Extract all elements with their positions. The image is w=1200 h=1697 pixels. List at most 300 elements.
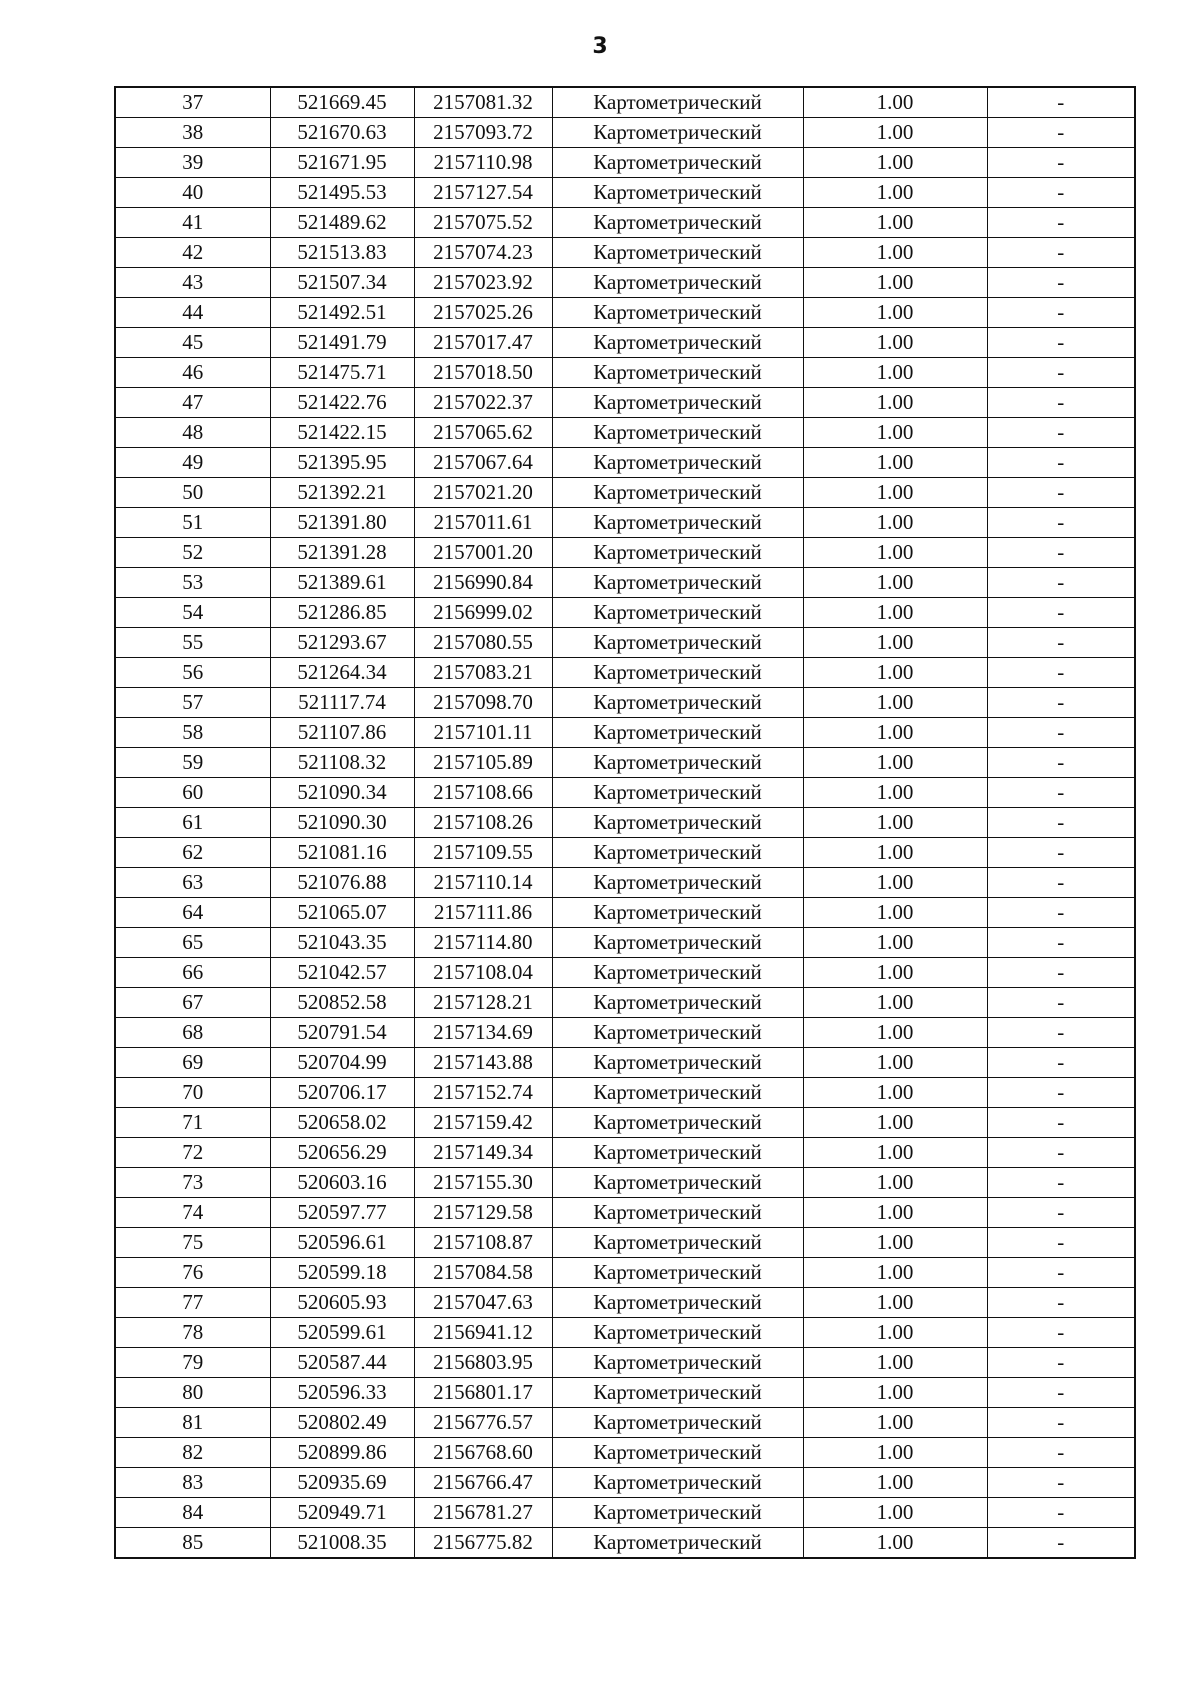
accuracy-cell: 1.00 <box>803 1438 987 1468</box>
y-coordinate-cell: 2156801.17 <box>414 1378 552 1408</box>
point-number-cell: 46 <box>115 358 270 388</box>
table-row <box>115 598 1135 628</box>
x-coordinate-cell: 521043.35 <box>270 928 414 958</box>
table-row <box>115 1348 1135 1378</box>
description-cell: - <box>987 298 1135 328</box>
description-cell: - <box>987 688 1135 718</box>
accuracy-cell: 1.00 <box>803 688 987 718</box>
method-cell: Картометрический <box>552 1048 803 1078</box>
point-number-cell: 44 <box>115 298 270 328</box>
y-coordinate-cell: 2157098.70 <box>414 688 552 718</box>
y-coordinate-cell: 2156781.27 <box>414 1498 552 1528</box>
table-row <box>115 658 1135 688</box>
accuracy-cell: 1.00 <box>803 748 987 778</box>
point-number-cell: 85 <box>115 1528 270 1559</box>
method-cell: Картометрический <box>552 1408 803 1438</box>
accuracy-cell: 1.00 <box>803 448 987 478</box>
method-cell: Картометрический <box>552 328 803 358</box>
x-coordinate-cell: 520603.16 <box>270 1168 414 1198</box>
y-coordinate-cell: 2157083.21 <box>414 658 552 688</box>
table-row <box>115 268 1135 298</box>
accuracy-cell: 1.00 <box>803 928 987 958</box>
method-cell: Картометрический <box>552 1438 803 1468</box>
y-coordinate-cell: 2157023.92 <box>414 268 552 298</box>
method-cell: Картометрический <box>552 178 803 208</box>
x-coordinate-cell: 520791.54 <box>270 1018 414 1048</box>
x-coordinate-cell: 520935.69 <box>270 1468 414 1498</box>
method-cell: Картометрический <box>552 538 803 568</box>
description-cell: - <box>987 208 1135 238</box>
x-coordinate-cell: 521422.76 <box>270 388 414 418</box>
y-coordinate-cell: 2157084.58 <box>414 1258 552 1288</box>
description-cell: - <box>987 1228 1135 1258</box>
x-coordinate-cell: 520656.29 <box>270 1138 414 1168</box>
point-number-cell: 42 <box>115 238 270 268</box>
accuracy-cell: 1.00 <box>803 1078 987 1108</box>
description-cell: - <box>987 448 1135 478</box>
point-number-cell: 68 <box>115 1018 270 1048</box>
method-cell: Картометрический <box>552 1258 803 1288</box>
y-coordinate-cell: 2157108.26 <box>414 808 552 838</box>
accuracy-cell: 1.00 <box>803 1378 987 1408</box>
description-cell: - <box>987 568 1135 598</box>
point-number-cell: 78 <box>115 1318 270 1348</box>
y-coordinate-cell: 2157111.86 <box>414 898 552 928</box>
y-coordinate-cell: 2157114.80 <box>414 928 552 958</box>
description-cell: - <box>987 808 1135 838</box>
point-number-cell: 75 <box>115 1228 270 1258</box>
description-cell: - <box>987 1138 1135 1168</box>
point-number-cell: 67 <box>115 988 270 1018</box>
description-cell: - <box>987 988 1135 1018</box>
description-cell: - <box>987 388 1135 418</box>
method-cell: Картометрический <box>552 1228 803 1258</box>
table-row <box>115 748 1135 778</box>
table-row <box>115 358 1135 388</box>
description-cell: - <box>987 1288 1135 1318</box>
method-cell: Картометрический <box>552 898 803 928</box>
y-coordinate-cell: 2157025.26 <box>414 298 552 328</box>
point-number-cell: 72 <box>115 1138 270 1168</box>
y-coordinate-cell: 2157105.89 <box>414 748 552 778</box>
description-cell: - <box>987 478 1135 508</box>
accuracy-cell: 1.00 <box>803 1288 987 1318</box>
x-coordinate-cell: 521264.34 <box>270 658 414 688</box>
point-number-cell: 52 <box>115 538 270 568</box>
page-number: 3 <box>592 34 608 59</box>
description-cell: - <box>987 1168 1135 1198</box>
point-number-cell: 39 <box>115 148 270 178</box>
x-coordinate-cell: 520658.02 <box>270 1108 414 1138</box>
table-row <box>115 868 1135 898</box>
accuracy-cell: 1.00 <box>803 1108 987 1138</box>
point-number-cell: 37 <box>115 87 270 118</box>
table-row <box>115 1048 1135 1078</box>
method-cell: Картометрический <box>552 418 803 448</box>
description-cell: - <box>987 898 1135 928</box>
accuracy-cell: 1.00 <box>803 1528 987 1559</box>
method-cell: Картометрический <box>552 1078 803 1108</box>
point-number-cell: 40 <box>115 178 270 208</box>
y-coordinate-cell: 2157075.52 <box>414 208 552 238</box>
description-cell: - <box>987 628 1135 658</box>
y-coordinate-cell: 2157081.32 <box>414 87 552 118</box>
description-cell: - <box>987 868 1135 898</box>
method-cell: Картометрический <box>552 868 803 898</box>
x-coordinate-cell: 520596.61 <box>270 1228 414 1258</box>
accuracy-cell: 1.00 <box>803 268 987 298</box>
x-coordinate-cell: 520704.99 <box>270 1048 414 1078</box>
y-coordinate-cell: 2157155.30 <box>414 1168 552 1198</box>
accuracy-cell: 1.00 <box>803 118 987 148</box>
x-coordinate-cell: 520587.44 <box>270 1348 414 1378</box>
point-number-cell: 83 <box>115 1468 270 1498</box>
point-number-cell: 80 <box>115 1378 270 1408</box>
accuracy-cell: 1.00 <box>803 1468 987 1498</box>
point-number-cell: 66 <box>115 958 270 988</box>
x-coordinate-cell: 521286.85 <box>270 598 414 628</box>
method-cell: Картометрический <box>552 1468 803 1498</box>
description-cell: - <box>987 87 1135 118</box>
x-coordinate-cell: 520605.93 <box>270 1288 414 1318</box>
point-number-cell: 43 <box>115 268 270 298</box>
y-coordinate-cell: 2156776.57 <box>414 1408 552 1438</box>
table-row <box>115 1228 1135 1258</box>
table-row <box>115 208 1135 238</box>
point-number-cell: 56 <box>115 658 270 688</box>
table-row <box>115 388 1135 418</box>
description-cell: - <box>987 1198 1135 1228</box>
table-row <box>115 87 1135 118</box>
table-row <box>115 1468 1135 1498</box>
method-cell: Картометрический <box>552 1288 803 1318</box>
accuracy-cell: 1.00 <box>803 148 987 178</box>
x-coordinate-cell: 520949.71 <box>270 1498 414 1528</box>
x-coordinate-cell: 521671.95 <box>270 148 414 178</box>
x-coordinate-cell: 521491.79 <box>270 328 414 358</box>
description-cell: - <box>987 538 1135 568</box>
y-coordinate-cell: 2157128.21 <box>414 988 552 1018</box>
description-cell: - <box>987 778 1135 808</box>
x-coordinate-cell: 521492.51 <box>270 298 414 328</box>
accuracy-cell: 1.00 <box>803 988 987 1018</box>
table-row <box>115 328 1135 358</box>
x-coordinate-cell: 520599.61 <box>270 1318 414 1348</box>
point-number-cell: 63 <box>115 868 270 898</box>
table-row <box>115 778 1135 808</box>
x-coordinate-cell: 520599.18 <box>270 1258 414 1288</box>
point-number-cell: 54 <box>115 598 270 628</box>
table-row <box>115 1018 1135 1048</box>
description-cell: - <box>987 1048 1135 1078</box>
method-cell: Картометрический <box>552 118 803 148</box>
method-cell: Картометрический <box>552 1528 803 1559</box>
x-coordinate-cell: 521108.32 <box>270 748 414 778</box>
table-body <box>115 87 1135 1558</box>
point-number-cell: 59 <box>115 748 270 778</box>
y-coordinate-cell: 2157159.42 <box>414 1108 552 1138</box>
point-number-cell: 81 <box>115 1408 270 1438</box>
table-row <box>115 148 1135 178</box>
method-cell: Картометрический <box>552 628 803 658</box>
method-cell: Картометрический <box>552 1168 803 1198</box>
description-cell: - <box>987 598 1135 628</box>
point-number-cell: 50 <box>115 478 270 508</box>
table-row <box>115 628 1135 658</box>
point-number-cell: 65 <box>115 928 270 958</box>
table-row <box>115 418 1135 448</box>
accuracy-cell: 1.00 <box>803 358 987 388</box>
point-number-cell: 38 <box>115 118 270 148</box>
x-coordinate-cell: 521081.16 <box>270 838 414 868</box>
x-coordinate-cell: 521495.53 <box>270 178 414 208</box>
y-coordinate-cell: 2157022.37 <box>414 388 552 418</box>
x-coordinate-cell: 521391.80 <box>270 508 414 538</box>
accuracy-cell: 1.00 <box>803 418 987 448</box>
description-cell: - <box>987 118 1135 148</box>
y-coordinate-cell: 2157108.87 <box>414 1228 552 1258</box>
method-cell: Картометрический <box>552 748 803 778</box>
method-cell: Картометрический <box>552 568 803 598</box>
point-number-cell: 77 <box>115 1288 270 1318</box>
table-row <box>115 988 1135 1018</box>
table-row <box>115 1288 1135 1318</box>
x-coordinate-cell: 521507.34 <box>270 268 414 298</box>
accuracy-cell: 1.00 <box>803 958 987 988</box>
x-coordinate-cell: 521395.95 <box>270 448 414 478</box>
description-cell: - <box>987 1498 1135 1528</box>
description-cell: - <box>987 1438 1135 1468</box>
method-cell: Картометрический <box>552 388 803 418</box>
description-cell: - <box>987 1108 1135 1138</box>
x-coordinate-cell: 521117.74 <box>270 688 414 718</box>
method-cell: Картометрический <box>552 268 803 298</box>
point-number-cell: 49 <box>115 448 270 478</box>
point-number-cell: 69 <box>115 1048 270 1078</box>
table-row <box>115 1408 1135 1438</box>
description-cell: - <box>987 718 1135 748</box>
method-cell: Картометрический <box>552 208 803 238</box>
y-coordinate-cell: 2157152.74 <box>414 1078 552 1108</box>
description-cell: - <box>987 1018 1135 1048</box>
method-cell: Картометрический <box>552 508 803 538</box>
point-number-cell: 53 <box>115 568 270 598</box>
method-cell: Картометрический <box>552 358 803 388</box>
description-cell: - <box>987 958 1135 988</box>
method-cell: Картометрический <box>552 238 803 268</box>
description-cell: - <box>987 1528 1135 1559</box>
x-coordinate-cell: 520899.86 <box>270 1438 414 1468</box>
accuracy-cell: 1.00 <box>803 1048 987 1078</box>
method-cell: Картометрический <box>552 838 803 868</box>
table-row <box>115 1318 1135 1348</box>
description-cell: - <box>987 358 1135 388</box>
y-coordinate-cell: 2156768.60 <box>414 1438 552 1468</box>
accuracy-cell: 1.00 <box>803 568 987 598</box>
x-coordinate-cell: 520802.49 <box>270 1408 414 1438</box>
method-cell: Картометрический <box>552 598 803 628</box>
description-cell: - <box>987 838 1135 868</box>
y-coordinate-cell: 2157001.20 <box>414 538 552 568</box>
method-cell: Картометрический <box>552 1138 803 1168</box>
point-number-cell: 71 <box>115 1108 270 1138</box>
accuracy-cell: 1.00 <box>803 1348 987 1378</box>
accuracy-cell: 1.00 <box>803 628 987 658</box>
x-coordinate-cell: 521389.61 <box>270 568 414 598</box>
method-cell: Картометрический <box>552 808 803 838</box>
accuracy-cell: 1.00 <box>803 838 987 868</box>
method-cell: Картометрический <box>552 958 803 988</box>
table-row <box>115 808 1135 838</box>
y-coordinate-cell: 2156803.95 <box>414 1348 552 1378</box>
y-coordinate-cell: 2157143.88 <box>414 1048 552 1078</box>
table-row <box>115 1168 1135 1198</box>
y-coordinate-cell: 2157011.61 <box>414 508 552 538</box>
y-coordinate-cell: 2157110.14 <box>414 868 552 898</box>
table-row <box>115 1528 1135 1559</box>
description-cell: - <box>987 1318 1135 1348</box>
y-coordinate-cell: 2157101.11 <box>414 718 552 748</box>
y-coordinate-cell: 2156941.12 <box>414 1318 552 1348</box>
accuracy-cell: 1.00 <box>803 1198 987 1228</box>
description-cell: - <box>987 418 1135 448</box>
method-cell: Картометрический <box>552 1378 803 1408</box>
description-cell: - <box>987 238 1135 268</box>
accuracy-cell: 1.00 <box>803 178 987 208</box>
description-cell: - <box>987 1348 1135 1378</box>
description-cell: - <box>987 658 1135 688</box>
accuracy-cell: 1.00 <box>803 1228 987 1258</box>
table-row <box>115 448 1135 478</box>
point-number-cell: 61 <box>115 808 270 838</box>
method-cell: Картометрический <box>552 478 803 508</box>
method-cell: Картометрический <box>552 1018 803 1048</box>
y-coordinate-cell: 2157018.50 <box>414 358 552 388</box>
accuracy-cell: 1.00 <box>803 1498 987 1528</box>
x-coordinate-cell: 521391.28 <box>270 538 414 568</box>
method-cell: Картометрический <box>552 298 803 328</box>
method-cell: Картометрический <box>552 148 803 178</box>
y-coordinate-cell: 2157108.04 <box>414 958 552 988</box>
method-cell: Картометрический <box>552 718 803 748</box>
y-coordinate-cell: 2157065.62 <box>414 418 552 448</box>
description-cell: - <box>987 508 1135 538</box>
x-coordinate-cell: 521076.88 <box>270 868 414 898</box>
point-number-cell: 73 <box>115 1168 270 1198</box>
x-coordinate-cell: 521065.07 <box>270 898 414 928</box>
table-row <box>115 958 1135 988</box>
table-row <box>115 1438 1135 1468</box>
table-row <box>115 718 1135 748</box>
accuracy-cell: 1.00 <box>803 778 987 808</box>
table-row <box>115 1258 1135 1288</box>
accuracy-cell: 1.00 <box>803 1018 987 1048</box>
point-number-cell: 51 <box>115 508 270 538</box>
table-row <box>115 508 1135 538</box>
x-coordinate-cell: 521042.57 <box>270 958 414 988</box>
y-coordinate-cell: 2156766.47 <box>414 1468 552 1498</box>
x-coordinate-cell: 521670.63 <box>270 118 414 148</box>
table-row <box>115 178 1135 208</box>
table-row <box>115 298 1135 328</box>
x-coordinate-cell: 521489.62 <box>270 208 414 238</box>
x-coordinate-cell: 520596.33 <box>270 1378 414 1408</box>
y-coordinate-cell: 2156999.02 <box>414 598 552 628</box>
point-number-cell: 70 <box>115 1078 270 1108</box>
table-row <box>115 118 1135 148</box>
table-row <box>115 838 1135 868</box>
y-coordinate-cell: 2157021.20 <box>414 478 552 508</box>
point-number-cell: 58 <box>115 718 270 748</box>
accuracy-cell: 1.00 <box>803 1168 987 1198</box>
accuracy-cell: 1.00 <box>803 1408 987 1438</box>
description-cell: - <box>987 1258 1135 1288</box>
x-coordinate-cell: 521008.35 <box>270 1528 414 1559</box>
method-cell: Картометрический <box>552 1348 803 1378</box>
x-coordinate-cell: 520852.58 <box>270 988 414 1018</box>
method-cell: Картометрический <box>552 688 803 718</box>
method-cell: Картометрический <box>552 928 803 958</box>
point-number-cell: 82 <box>115 1438 270 1468</box>
x-coordinate-cell: 521107.86 <box>270 718 414 748</box>
point-number-cell: 74 <box>115 1198 270 1228</box>
table-row <box>115 1378 1135 1408</box>
x-coordinate-cell: 521293.67 <box>270 628 414 658</box>
point-number-cell: 79 <box>115 1348 270 1378</box>
accuracy-cell: 1.00 <box>803 87 987 118</box>
accuracy-cell: 1.00 <box>803 898 987 928</box>
y-coordinate-cell: 2157080.55 <box>414 628 552 658</box>
y-coordinate-cell: 2156990.84 <box>414 568 552 598</box>
point-number-cell: 41 <box>115 208 270 238</box>
y-coordinate-cell: 2157074.23 <box>414 238 552 268</box>
point-number-cell: 84 <box>115 1498 270 1528</box>
method-cell: Картометрический <box>552 1108 803 1138</box>
description-cell: - <box>987 178 1135 208</box>
point-number-cell: 62 <box>115 838 270 868</box>
description-cell: - <box>987 328 1135 358</box>
accuracy-cell: 1.00 <box>803 808 987 838</box>
table-row <box>115 238 1135 268</box>
y-coordinate-cell: 2157017.47 <box>414 328 552 358</box>
description-cell: - <box>987 148 1135 178</box>
y-coordinate-cell: 2157108.66 <box>414 778 552 808</box>
x-coordinate-cell: 521475.71 <box>270 358 414 388</box>
accuracy-cell: 1.00 <box>803 1138 987 1168</box>
y-coordinate-cell: 2157129.58 <box>414 1198 552 1228</box>
x-coordinate-cell: 520597.77 <box>270 1198 414 1228</box>
description-cell: - <box>987 1468 1135 1498</box>
accuracy-cell: 1.00 <box>803 868 987 898</box>
table-row <box>115 1138 1135 1168</box>
y-coordinate-cell: 2156775.82 <box>414 1528 552 1559</box>
method-cell: Картометрический <box>552 1198 803 1228</box>
method-cell: Картометрический <box>552 1318 803 1348</box>
table-row <box>115 1078 1135 1108</box>
accuracy-cell: 1.00 <box>803 538 987 568</box>
description-cell: - <box>987 1078 1135 1108</box>
accuracy-cell: 1.00 <box>803 388 987 418</box>
table-row <box>115 898 1135 928</box>
table-row <box>115 538 1135 568</box>
y-coordinate-cell: 2157047.63 <box>414 1288 552 1318</box>
x-coordinate-cell: 521090.34 <box>270 778 414 808</box>
point-number-cell: 55 <box>115 628 270 658</box>
table-row <box>115 568 1135 598</box>
y-coordinate-cell: 2157110.98 <box>414 148 552 178</box>
y-coordinate-cell: 2157093.72 <box>414 118 552 148</box>
table-row <box>115 1108 1135 1138</box>
